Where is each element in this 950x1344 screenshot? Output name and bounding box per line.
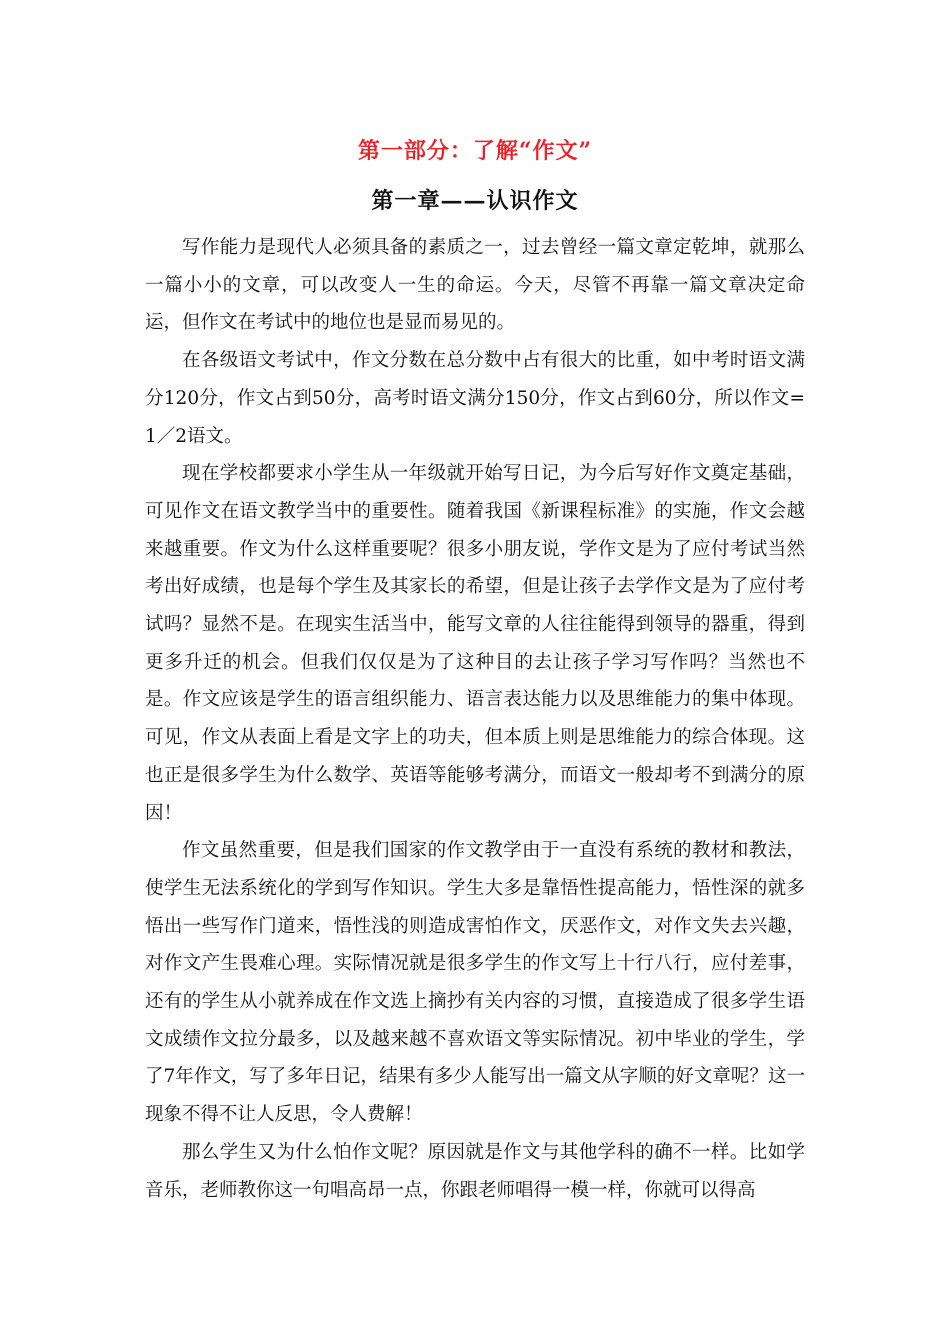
paragraph: 现在学校都要求小学生从一年级就开始写日记，为今后写好作文奠定基础，可见作文在语文教学当中的重要性。随着我国《新课程标准》的实施，作文会越来越重要。作文为什么这样重要呢？很多小朋友说，学作文是为了应付考试当然考出好成绩，也是每个学生及其家长的希望，但是让孩子去学作文是为了应付考试吗？显然不是。在现实生活当中，能写文章的人往往能得到领导的器重，得到更多升迁的机会。但我们仅仅是为了这种目的去让孩子学习写作吗？当然也不是。作文应该是学生的语言组织能力、语言表达能力以及思维能力的集中体现。可见，作文从表面上看是文字上的功夫，但本质上则是思维能力的综合体现。这也正是很多学生为什么数学、英语等能够考满分，而语文一般却考不到满分的原因！ — [145, 463, 805, 824]
paragraph: 在各级语文考试中，作文分数在总分数中占有很大的比重，如中考时语文满分120分，作文占到50分，高考时语文满分150分，作文占到60分，所以作文=1／2语文。 — [145, 350, 805, 447]
paragraph: 作文虽然重要，但是我们国家的作文教学由于一直没有系统的教材和教法，使学生无法系统化的学到写作知识。学生大多是靠悟性提高能力，悟性深的就多悟出一些写作门道来，悟性浅的则造成害怕作文，厌恶作文，对作文失去兴趣，对作文产生畏难心理。实际情况就是很多学生的作文写上十行八行，应付差事，还有的学生从小就养成在作文选上摘抄有关内容的习惯，直接造成了很多学生语文成绩作文拉分最多，以及越来越不喜欢语文等实际情况。初中毕业的学生，学了7年作文，写了多年日记，结果有多少人能写出一篇文从字顺的好文章呢？这一现象不得不让人反思，令人费解！ — [145, 840, 805, 1126]
part-title: 第一部分：了解“作文” — [357, 138, 593, 164]
paragraph: 那么学生又为什么怕作文呢？原因就是作文与其他学科的确不一样。比如学音乐，老师教你这一句唱高昂一点，你跟老师唱得一模一样，你就可以得高 — [145, 1141, 805, 1201]
paragraph: 写作能力是现代人必须具备的素质之一，过去曾经一篇文章定乾坤，就那么一篇小小的文章，可以改变人一生的命运。今天，尽管不再靠一篇文章决定命运，但作文在考试中的地位也是显而易见的。 — [145, 237, 805, 334]
chapter-title: 第一章——认识作文 — [371, 188, 579, 214]
body-text — [145, 229, 805, 1209]
